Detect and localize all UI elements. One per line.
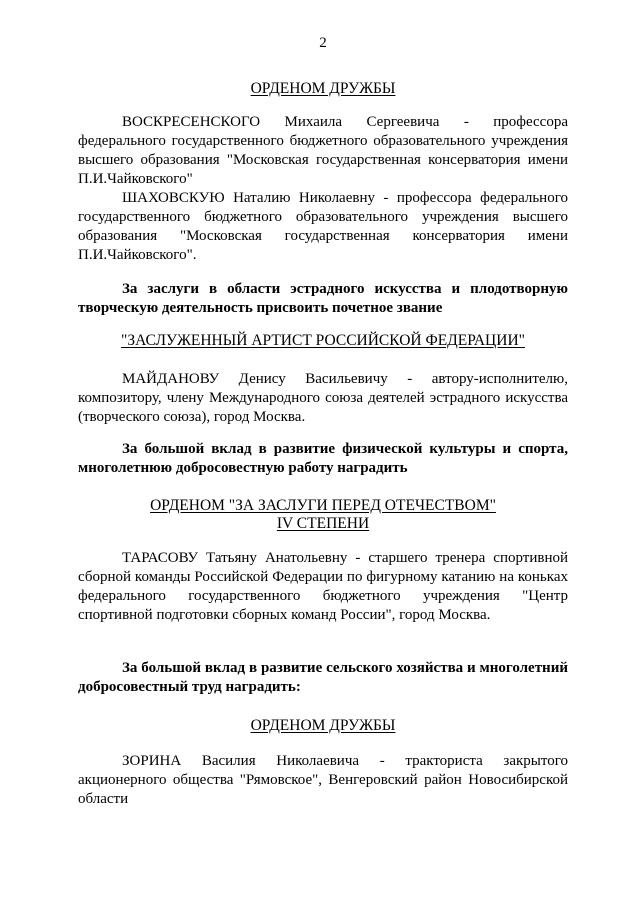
award-heading-text: ОРДЕНОМ ДРУЖБЫ xyxy=(250,717,396,734)
document-page xyxy=(78,0,568,905)
award-heading-order-of-merit xyxy=(78,496,568,515)
award-entry: ТАРАСОВУ Татьяну Анатольевну - старшего тренера спортивной сборной команды Российской Федерации по фигурному катанию на коньках федерального государственного бюджетного учреждения "Центр спортивной подготовки сборных команд России", город Москва. xyxy=(78,550,568,623)
award-entry: ЗОРИНА Василия Николаевича - тракториста закрытого акционерного общества "Рямовское", Венгеровский район Новосибирской области xyxy=(78,753,568,807)
award-preamble: За заслуги в области эстрадного искусства и плодотворную творческую деятельность присвоить почетное звание xyxy=(78,281,568,316)
award-heading-honored-artist xyxy=(78,331,568,350)
award-heading-order-of-friendship xyxy=(78,79,568,98)
award-heading-text: ОРДЕНОМ ДРУЖБЫ xyxy=(250,80,396,97)
page-number: 2 xyxy=(319,35,327,51)
award-heading-order-of-friendship xyxy=(78,716,568,735)
award-heading-text: "ЗАСЛУЖЕННЫЙ АРТИСТ РОССИЙСКОЙ ФЕДЕРАЦИИ" xyxy=(121,332,525,349)
award-entry: МАЙДАНОВУ Денису Васильевичу - автору-исполнителю, композитору, члену Международного союза деятелей эстрадного искусства (творческого союза), город Москва. xyxy=(78,371,568,425)
award-entry: ВОСКРЕСЕНСКОГО Михаила Сергеевича - профессора федерального государственного бюджетного образовательного учреждения высшего образования "Московская государственная консерватория имени П.И.Чайковского" xyxy=(78,114,568,187)
award-heading-text: IV СТЕПЕНИ xyxy=(276,515,370,532)
award-heading-text: ОРДЕНОМ "ЗА ЗАСЛУГИ ПЕРЕД ОТЕЧЕСТВОМ" xyxy=(150,497,496,514)
award-entry: ШАХОВСКУЮ Наталию Николаевну - профессора федерального государственного бюджетного образовательного учреждения высшего образования "Московская государственная консерватория имени П.И.Чайковского". xyxy=(78,190,568,263)
award-heading-degree xyxy=(78,514,568,533)
award-preamble: За большой вклад в развитие сельского хозяйства и многолетний добросовестный труд наградить: xyxy=(78,660,568,695)
award-preamble: За большой вклад в развитие физической культуры и спорта, многолетнюю добросовестную работу наградить xyxy=(78,441,568,476)
